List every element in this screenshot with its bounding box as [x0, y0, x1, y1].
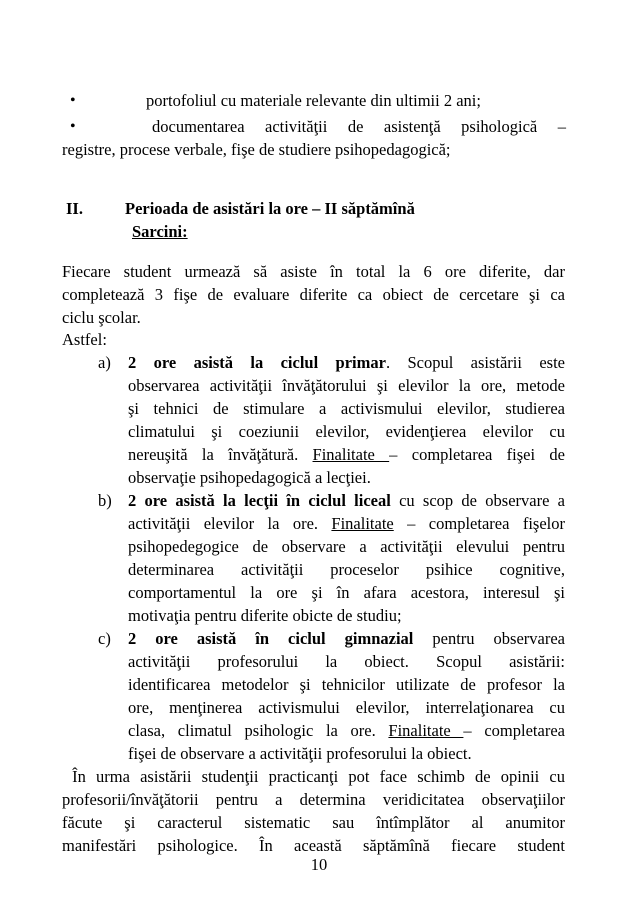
section-subtitle: Sarcini: — [132, 222, 188, 241]
bullet-icon: • — [70, 118, 76, 135]
item-line: observarea activităţii învăţătorului şi elevilor la ore, metode — [128, 376, 565, 395]
bullet-icon: • — [70, 92, 76, 109]
item-line: nereuşită la învăţătură. Finalitate – completarea fişei de — [128, 445, 565, 464]
section-title: Perioada de asistări la ore – II săptămînă — [125, 199, 415, 218]
item-label: b) — [98, 491, 112, 510]
bullet-text: portofoliul cu materiale relevante din ultimii 2 ani; — [146, 91, 481, 110]
item-line: activităţii profesorului la obiect. Scopul asistării: — [128, 652, 565, 671]
section-numeral: II. — [66, 199, 83, 218]
page-number: 10 — [310, 855, 328, 874]
item-line: 2 ore asistă în ciclul gimnazial pentru observarea — [128, 629, 566, 648]
item-line: psihopedegogice de observare a activităţii elevului pentru — [128, 537, 565, 556]
item-line: clasa, climatul psihologic la ore. Finalitate – completarea — [128, 721, 565, 740]
closing-line: profesorii/învăţătorii pentru a determina veridicitatea observaţiilor — [62, 790, 565, 809]
intro-line: Fiecare student urmează să asiste în total la 6 ore diferite, dar — [62, 262, 565, 281]
intro-line: completează 3 fişe de evaluare diferite ca obiect de cercetare şi ca — [62, 285, 565, 304]
item-line: şi tehnici de stimulare a activismului elevilor, studierea — [128, 399, 565, 418]
item-line: climatului şi coeziunii elevilor, evidenţierea elevilor cu — [128, 422, 565, 441]
item-line: ore, menţinerea activismului elevilor, interrelaţionarea cu — [128, 698, 565, 717]
bullet-text: documentarea activităţii de asistenţă psihologică – — [152, 117, 566, 136]
closing-line: manifestări psihologice. În această săptămînă fiecare student — [62, 836, 565, 855]
item-label: a) — [98, 353, 111, 372]
intro-line: ciclu şcolar. — [62, 308, 141, 327]
closing-line: făcute şi caracterul sistematic sau întîmplător al anumitor — [62, 813, 565, 832]
item-line: identificarea metodelor şi tehnicilor utilizate de profesor la — [128, 675, 565, 694]
bullet-continuation: registre, procese verbale, fişe de studiere psihopedagogică; — [62, 140, 451, 159]
item-line: motivaţia pentru diferite obicte de studiu; — [128, 606, 402, 625]
closing-line: În urma asistării studenţii practicanţi pot face schimb de opinii cu — [62, 767, 565, 786]
item-line: fişei de observare a activităţii profesorului la obiect. — [128, 744, 472, 763]
item-line: determinarea activităţii proceselor psihice cognitive, — [128, 560, 565, 579]
item-line: 2 ore asistă la ciclul primar. Scopul asistării este — [128, 353, 565, 372]
item-line: observaţie psihopedagogică a lecţiei. — [128, 468, 371, 487]
item-line: comportamentul la ore şi în afara acestora, interesul şi — [128, 583, 565, 602]
item-label: c) — [98, 629, 111, 648]
intro-line: Astfel: — [62, 330, 107, 349]
item-line: 2 ore asistă la lecţii în ciclul liceal cu scop de observare a — [128, 491, 565, 510]
item-line: activităţii elevilor la ore. Finalitate – completarea fişelor — [128, 514, 565, 533]
